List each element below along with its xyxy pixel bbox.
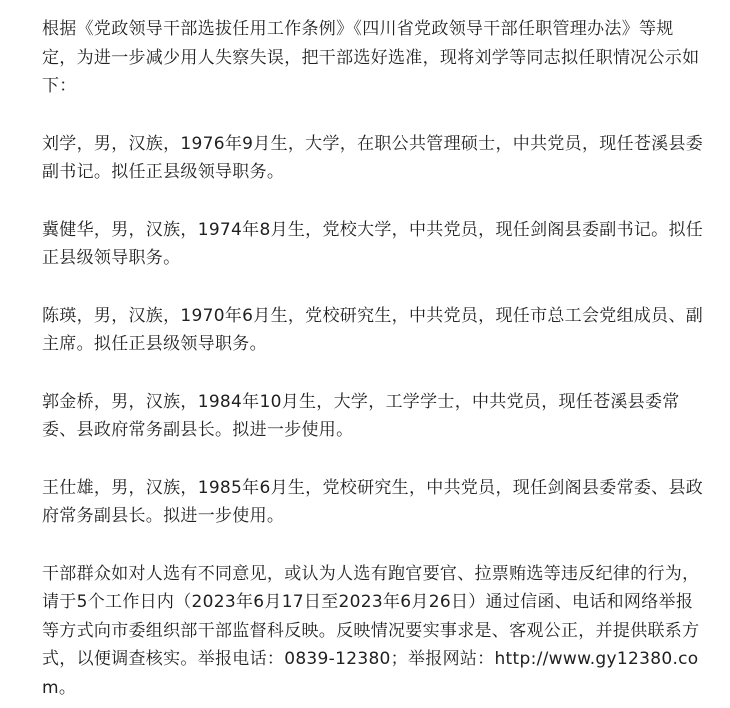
intro-paragraph: 根据《党政领导干部选拔任用工作条例》《四川省党政领导干部任职管理办法》等规定，为进一步减少用人失察失误，把干部选好选准，现将刘学等同志拟任职情况公示如下： — [42, 19, 700, 96]
paragraph-gap — [42, 101, 704, 130]
candidate-paragraph-chen-ying: 陈瑛，男，汉族，1970年6月生，党校研究生，中共党员，现任市总工会党组成员、副主席。拟任正县级领导职务。 — [42, 305, 704, 354]
paragraph-gap — [42, 445, 704, 474]
paragraph-gap — [42, 359, 704, 388]
paragraph-gap — [42, 187, 704, 216]
candidate-paragraph-ji-jianhua: 冀健华，男，汉族，1974年8月生，党校大学，中共党员，现任剑阁县委副书记。拟任正县级领导职务。 — [42, 219, 704, 268]
candidate-paragraph-wang-shixiong: 王仕雄，男，汉族，1985年6月生，党校研究生，中共党员，现任剑阁县委常委、县政府常务副县长。拟进一步使用。 — [42, 477, 704, 526]
closing-paragraph: 干部群众如对人选有不同意见，或认为人选有跑官要官、拉票贿选等违反纪律的行为，请于5个工作日内（2023年6月17日至2023年6月26日）通过信函、电话和网络举报等方式向市委组织部干部监督科反映。反映情况要实事求是、客观公正，并提供联系方式，以便调查核实。举报电话：0839-12380；举报网站：http://www.gy12380.com。 — [42, 563, 700, 698]
candidate-paragraph-liu-xue: 刘学，男，汉族，1976年9月生，大学，在职公共管理硕士，中共党员，现任苍溪县委副书记。拟任正县级领导职务。 — [42, 133, 704, 182]
paragraph-gap — [42, 273, 704, 302]
candidate-paragraph-guo-jinqiao: 郭金桥，男，汉族，1984年10月生，大学，工学学士，中共党员，现任苍溪县委常委、县政府常务副县长。拟进一步使用。 — [42, 391, 680, 440]
paragraph-gap — [42, 531, 704, 560]
